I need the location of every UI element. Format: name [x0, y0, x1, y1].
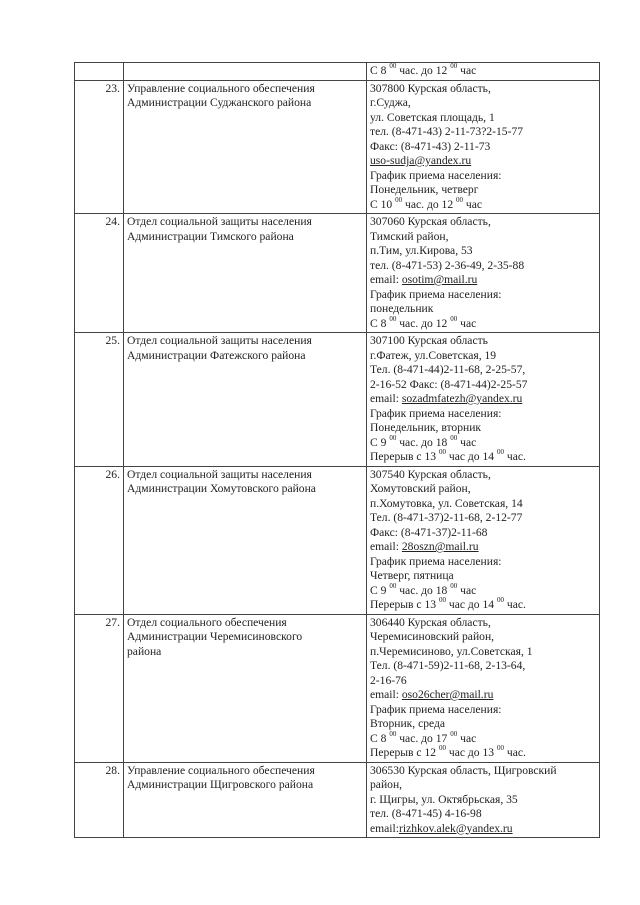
- contact-line: [370, 96, 596, 111]
- row-number: 26.: [75, 466, 124, 614]
- contact-cell: [367, 614, 600, 762]
- organization-name-line: Администрации Черемисиновского: [127, 630, 303, 643]
- row-number: 28.: [75, 762, 124, 838]
- contact-line: [370, 616, 596, 631]
- time-superscript: 00: [438, 448, 446, 456]
- contact-line: [370, 259, 596, 274]
- contact-text: Тимский район,: [370, 229, 449, 243]
- contact-line: [370, 511, 596, 526]
- offices-table-body: [75, 63, 600, 838]
- contact-text: район,: [370, 778, 403, 791]
- time-superscript: 00: [450, 433, 458, 442]
- email-link[interactable]: rizhkov.alek@yandex.ru: [398, 821, 513, 835]
- email-link[interactable]: 28oszn@mail.ru: [401, 540, 479, 553]
- contact-text: Перерыв с 13: [370, 450, 439, 463]
- contact-cell: [367, 63, 600, 81]
- contact-line: [370, 764, 596, 779]
- contact-text: 2-16-52 Факс: (8-471-44)2-25-57: [370, 377, 528, 391]
- contact-text: час до 14: [445, 450, 497, 463]
- row-number: 25.: [75, 333, 124, 467]
- organization-name-line: Администрации Суджанского района: [127, 96, 312, 109]
- contact-line: [370, 729, 596, 747]
- contact-line: [370, 215, 596, 230]
- row-number: 24.: [75, 214, 124, 333]
- time-superscript: 00: [450, 62, 458, 70]
- contact-text: email:: [370, 540, 402, 553]
- contact-text: Перерыв с 12: [370, 746, 439, 759]
- contact-text: Перерыв с 13: [370, 598, 439, 611]
- organization-name-line: Администрации Фатежского района: [127, 348, 306, 362]
- contact-text: Вторник, среда: [370, 717, 446, 730]
- email-link[interactable]: oso26cher@mail.ru: [401, 688, 494, 701]
- organization-cell: [124, 466, 367, 614]
- table-row: [75, 762, 600, 838]
- contact-text: Черемисиновский район,: [370, 630, 495, 643]
- time-superscript: 00: [438, 744, 446, 752]
- contact-line: [370, 468, 596, 483]
- organization-cell: [124, 80, 367, 214]
- contact-text: email:: [370, 273, 402, 286]
- contact-text: Четверг, пятница: [370, 569, 454, 582]
- contact-line: [370, 378, 596, 393]
- contact-line: [370, 569, 596, 584]
- contact-line: [370, 363, 596, 378]
- contact-cell: [367, 80, 600, 214]
- contact-text: час. до 18: [396, 583, 451, 597]
- contact-line: [370, 540, 596, 555]
- contact-text: 306530 Курская область, Щигровский: [370, 763, 557, 777]
- contact-text: График приема населения:: [370, 554, 502, 568]
- contact-text: г. Щигры, ул. Октябрьская, 35: [370, 792, 518, 806]
- contact-cell: [367, 333, 600, 467]
- contact-text: График приема населения:: [370, 287, 502, 301]
- organization-name-line: Отдел социальной защиты населения: [127, 215, 312, 228]
- contact-line: [370, 169, 596, 184]
- contact-text: час. до 18: [396, 435, 451, 449]
- organization-cell: [124, 614, 367, 762]
- contact-line: [370, 407, 596, 422]
- contact-line: [370, 314, 596, 332]
- contact-line: [370, 659, 596, 674]
- organization-name-line: Отдел социального обеспечения: [127, 615, 287, 629]
- contact-text: email:: [370, 392, 402, 405]
- organization-name-line: района: [127, 644, 162, 658]
- contact-line: [370, 778, 596, 793]
- contact-line: [370, 688, 596, 703]
- time-superscript: 00: [438, 596, 446, 604]
- contact-line: [370, 82, 596, 97]
- row-number: 23.: [75, 80, 124, 214]
- contact-cell: [367, 762, 600, 838]
- contact-text: час: [457, 64, 477, 77]
- row-number: 27.: [75, 614, 124, 762]
- contact-text: час: [457, 731, 477, 745]
- time-superscript: 00: [389, 729, 397, 738]
- contact-text: 2-16-76: [370, 673, 407, 687]
- contact-line: [370, 674, 596, 689]
- contact-text: С 10: [370, 197, 396, 211]
- table-row: [75, 214, 600, 333]
- contact-line: [370, 645, 596, 660]
- contact-line: [370, 703, 596, 718]
- contact-text: 307060 Курская область,: [370, 215, 491, 228]
- organization-cell: [124, 762, 367, 838]
- organization-name-line: Отдел социальной защиты населения: [127, 334, 312, 347]
- contact-line: [370, 125, 596, 140]
- contact-text: час: [457, 316, 477, 330]
- contact-text: Факс: (8-471-43) 2-11-73: [370, 139, 491, 153]
- organization-cell: [124, 63, 367, 81]
- table-row: [75, 80, 600, 214]
- contact-line: [370, 450, 596, 465]
- organization-name-line: Управление социального обеспечения: [127, 763, 315, 777]
- organization-name-line: Администрации Хомутовского района: [127, 482, 316, 495]
- contact-line: [370, 140, 596, 155]
- contact-line: [370, 302, 596, 317]
- contact-text: Хомутовский район,: [370, 482, 471, 495]
- time-superscript: 00: [456, 195, 464, 204]
- contact-text: Факс: (8-471-37)2-11-68: [370, 525, 488, 539]
- time-superscript: 00: [389, 314, 397, 323]
- time-superscript: 00: [496, 744, 504, 752]
- contact-text: 307800 Курская область,: [370, 81, 491, 95]
- time-superscript: 00: [450, 581, 458, 590]
- contact-text: 307540 Курская область,: [370, 467, 491, 481]
- contact-text: г.Суджа,: [370, 96, 411, 109]
- contact-line: [370, 392, 596, 407]
- contact-line: [370, 433, 596, 451]
- contact-line: [370, 230, 596, 245]
- time-superscript: 00: [496, 448, 504, 456]
- contact-line: [370, 555, 596, 570]
- contact-text: час.: [503, 450, 526, 463]
- time-superscript: 00: [389, 581, 397, 590]
- contact-line: [370, 598, 596, 613]
- contact-text: час. до 17: [396, 731, 451, 745]
- contact-text: email:: [370, 821, 399, 835]
- contact-text: С 9: [370, 435, 390, 449]
- contact-text: час: [457, 583, 477, 597]
- contact-text: С 8: [370, 731, 390, 745]
- contact-line: [370, 807, 596, 822]
- contact-line: [370, 244, 596, 259]
- contact-text: ул. Советская площадь, 1: [370, 110, 495, 124]
- contact-text: Понедельник, четверг: [370, 183, 479, 196]
- contact-line: [370, 183, 596, 198]
- table-row: [75, 466, 600, 614]
- time-superscript: 00: [450, 314, 458, 323]
- email-link[interactable]: uso-sudja@yandex.ru: [370, 154, 472, 167]
- contact-text: тел. (8-471-45) 4-16-98: [370, 807, 482, 820]
- organization-name-line: Отдел социальной защиты населения: [127, 467, 312, 481]
- contact-line: [370, 526, 596, 541]
- email-link[interactable]: sozadmfatezh@yandex.ru: [401, 392, 523, 405]
- contact-text: п.Хомутовка, ул. Советская, 14: [370, 496, 523, 510]
- contact-text: понедельник: [370, 302, 434, 315]
- organization-name-line: Администрации Щигровского района: [127, 778, 314, 791]
- contact-text: г.Фатеж, ул.Советская, 19: [370, 348, 497, 362]
- contact-line: [370, 111, 596, 126]
- contact-line: [370, 195, 596, 213]
- contact-text: п.Тим, ул.Кирова, 53: [370, 244, 473, 257]
- time-superscript: 00: [389, 62, 397, 70]
- row-number: [75, 63, 124, 81]
- contact-line: [370, 497, 596, 512]
- contact-line: [370, 421, 596, 436]
- contact-text: Тел. (8-471-59)2-11-68, 2-13-64,: [370, 659, 526, 672]
- contact-line: [370, 334, 596, 349]
- email-link[interactable]: osotim@mail.ru: [401, 273, 478, 286]
- time-superscript: 00: [389, 433, 397, 442]
- contact-line: [370, 154, 596, 169]
- contact-text: час до 13: [445, 746, 497, 759]
- contact-line: [370, 822, 596, 837]
- table-row: [75, 614, 600, 762]
- organization-cell: [124, 333, 367, 467]
- contact-text: График приема населения:: [370, 168, 502, 182]
- organization-cell: [124, 214, 367, 333]
- contact-text: час. до 12: [396, 64, 451, 77]
- contact-line: [370, 630, 596, 645]
- contact-text: Тел. (8-471-44)2-11-68, 2-25-57,: [370, 363, 526, 376]
- contact-cell: [367, 214, 600, 333]
- organization-name-line: Администрации Тимского района: [127, 229, 294, 243]
- contact-text: С 8: [370, 316, 390, 330]
- contact-line: [370, 746, 596, 761]
- offices-table: [74, 62, 600, 838]
- contact-text: С 9: [370, 583, 390, 597]
- time-superscript: 00: [450, 729, 458, 738]
- time-superscript: 00: [395, 195, 403, 204]
- contact-text: email:: [370, 688, 402, 701]
- contact-text: 306440 Курская область,: [370, 615, 491, 629]
- contact-line: [370, 482, 596, 497]
- contact-cell: [367, 466, 600, 614]
- contact-line: [370, 64, 596, 79]
- contact-line: [370, 793, 596, 808]
- contact-line: [370, 717, 596, 732]
- contact-text: Тел. (8-471-37)2-11-68, 2-12-77: [370, 511, 523, 524]
- contact-text: час.: [503, 598, 526, 611]
- contact-line: [370, 288, 596, 303]
- time-superscript: 00: [496, 596, 504, 604]
- contact-text: час: [457, 435, 477, 449]
- contact-text: тел. (8-471-53) 2-36-49, 2-35-88: [370, 258, 525, 272]
- table-row: [75, 63, 600, 81]
- contact-text: С 8: [370, 64, 390, 77]
- contact-text: График приема населения:: [370, 702, 502, 716]
- contact-text: п.Черемисиново, ул.Советская, 1: [370, 644, 533, 658]
- contact-text: тел. (8-471-43) 2-11-73?2-15-77: [370, 125, 524, 138]
- contact-line: [370, 581, 596, 599]
- contact-text: час.: [503, 746, 526, 759]
- contact-text: Понедельник, вторник: [370, 421, 482, 434]
- contact-text: час до 14: [445, 598, 497, 611]
- contact-line: [370, 273, 596, 288]
- contact-line: [370, 349, 596, 364]
- contact-text: 307100 Курская область: [370, 334, 488, 347]
- contact-text: час: [463, 197, 483, 211]
- contact-text: График приема населения:: [370, 406, 502, 420]
- contact-text: час. до 12: [402, 197, 457, 211]
- contact-text: час. до 12: [396, 316, 451, 330]
- organization-name-line: Управление социального обеспечения: [127, 81, 315, 95]
- table-row: [75, 333, 600, 467]
